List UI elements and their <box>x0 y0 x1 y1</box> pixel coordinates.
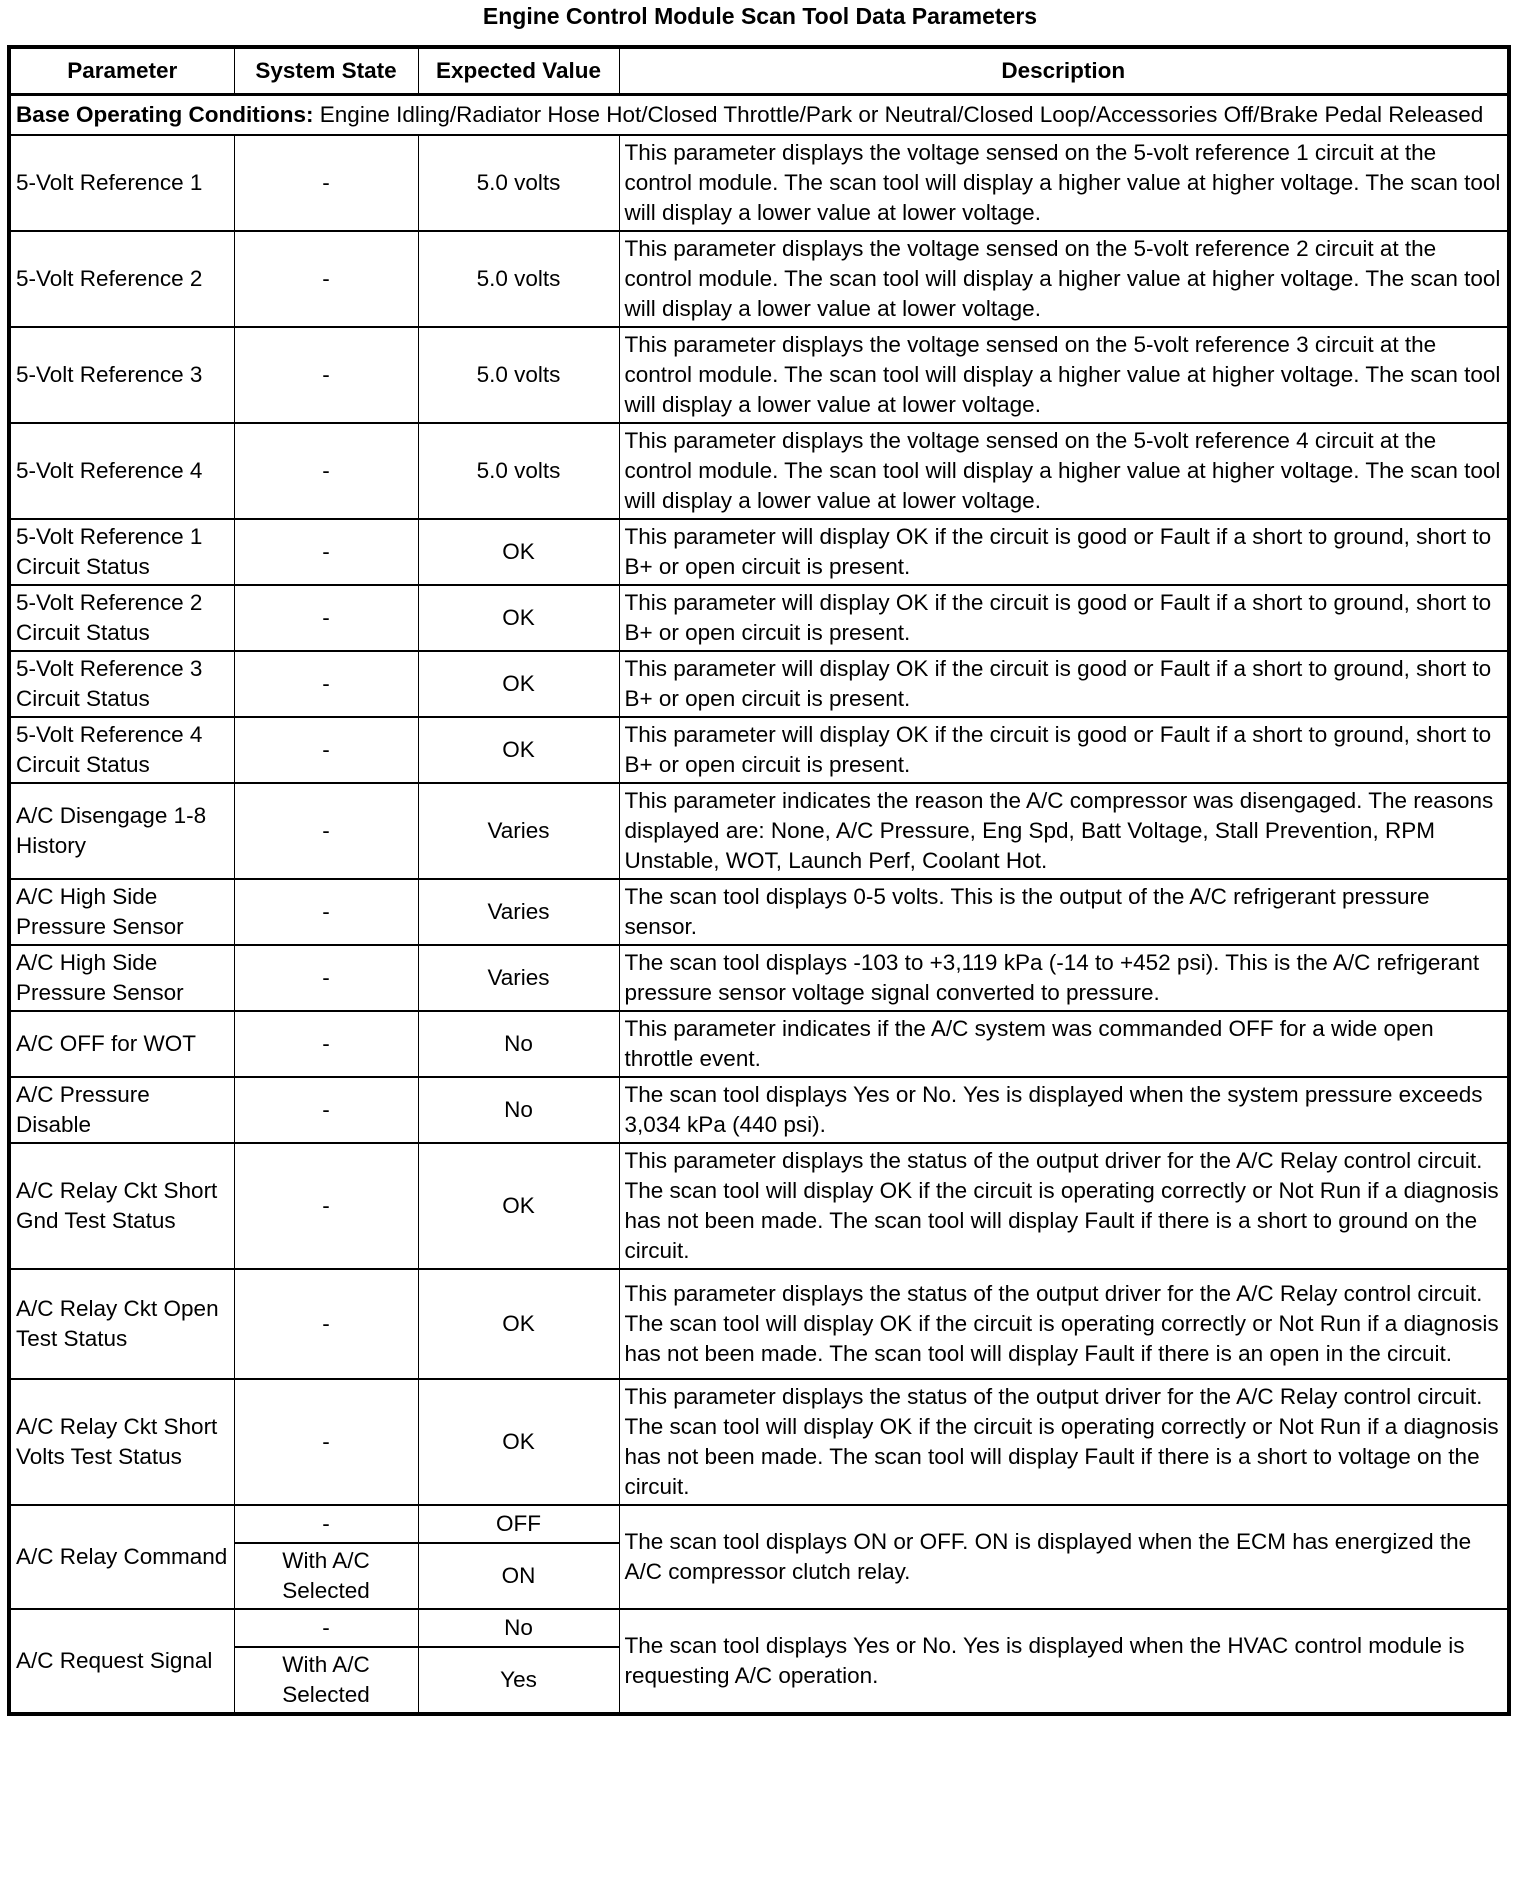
parameter-cell: A/C Disengage 1-8 History <box>9 783 234 879</box>
description-cell: The scan tool displays Yes or No. Yes is displayed when the HVAC control module is requesting A/C operation. <box>619 1609 1509 1714</box>
parameter-cell: 5-Volt Reference 3 <box>9 327 234 423</box>
table-row <box>9 1011 1509 1077</box>
parameter-cell: A/C Relay Ckt Short Gnd Test Status <box>9 1143 234 1269</box>
description-cell: This parameter will display OK if the circuit is good or Fault if a short to ground, short to B+ or open circuit is present. <box>619 519 1509 585</box>
system-state-cell: - <box>234 1143 418 1269</box>
table-row <box>9 585 1509 651</box>
expected-value-cell: Varies <box>418 879 619 945</box>
parameter-cell: 5-Volt Reference 1 Circuit Status <box>9 519 234 585</box>
expected-value-cell: ON <box>418 1543 619 1609</box>
table-row <box>9 327 1509 423</box>
expected-value-cell: OK <box>418 1379 619 1505</box>
expected-value-cell: No <box>418 1011 619 1077</box>
description-cell: The scan tool displays Yes or No. Yes is displayed when the system pressure exceeds 3,034 kPa (440 psi). <box>619 1077 1509 1143</box>
description-cell: The scan tool displays ON or OFF. ON is displayed when the ECM has energized the A/C compressor clutch relay. <box>619 1505 1509 1609</box>
table-row <box>9 423 1509 519</box>
parameter-cell: 5-Volt Reference 2 <box>9 231 234 327</box>
expected-value-cell: OK <box>418 1143 619 1269</box>
table-row <box>9 1609 1509 1647</box>
parameter-cell: 5-Volt Reference 3 Circuit Status <box>9 651 234 717</box>
system-state-cell: - <box>234 1505 418 1543</box>
description-cell: This parameter displays the voltage sensed on the 5-volt reference 3 circuit at the control module. The scan tool will display a higher value at higher voltage. The scan tool will display a lower value at lower voltage. <box>619 327 1509 423</box>
expected-value-cell: OK <box>418 651 619 717</box>
parameter-cell: 5-Volt Reference 1 <box>9 135 234 231</box>
system-state-cell: - <box>234 717 418 783</box>
page-title: Engine Control Module Scan Tool Data Parameters <box>482 3 1038 29</box>
table-row <box>9 717 1509 783</box>
expected-value-cell: Yes <box>418 1647 619 1714</box>
table-row <box>9 519 1509 585</box>
parameter-cell: A/C OFF for WOT <box>9 1011 234 1077</box>
table-row <box>9 1269 1509 1379</box>
system-state-cell: - <box>234 879 418 945</box>
expected-value-cell: No <box>418 1077 619 1143</box>
expected-value-cell: OK <box>418 519 619 585</box>
expected-value-cell: Varies <box>418 945 619 1011</box>
description-cell: This parameter displays the voltage sensed on the 5-volt reference 4 circuit at the control module. The scan tool will display a higher value at higher voltage. The scan tool will display a lower value at lower voltage. <box>619 423 1509 519</box>
system-state-cell: - <box>234 651 418 717</box>
base-conditions-text: Engine Idling/Radiator Hose Hot/Closed Throttle/Park or Neutral/Closed Loop/Accessories Off/Brake Pedal Released <box>313 102 1484 127</box>
expected-value-cell: OK <box>418 585 619 651</box>
expected-value-cell: OFF <box>418 1505 619 1543</box>
system-state-cell: - <box>234 231 418 327</box>
description-cell: This parameter displays the status of the output driver for the A/C Relay control circuit. The scan tool will display OK if the circuit is operating correctly or Not Run if a diagnosis has not been made. The scan tool will display Fault if there is a short to ground on the circuit. <box>619 1143 1509 1269</box>
description-cell: This parameter indicates if the A/C system was commanded OFF for a wide open throttle event. <box>619 1011 1509 1077</box>
system-state-cell: - <box>234 1077 418 1143</box>
parameter-cell: A/C Relay Ckt Open Test Status <box>9 1269 234 1379</box>
table-row <box>9 945 1509 1011</box>
table-row <box>9 783 1509 879</box>
description-cell: This parameter will display OK if the circuit is good or Fault if a short to ground, short to B+ or open circuit is present. <box>619 585 1509 651</box>
system-state-cell: - <box>234 1269 418 1379</box>
system-state-cell: - <box>234 135 418 231</box>
system-state-cell: With A/C Selected <box>234 1647 418 1714</box>
description-cell: The scan tool displays 0-5 volts. This is the output of the A/C refrigerant pressure sensor. <box>619 879 1509 945</box>
parameter-cell: 5-Volt Reference 4 <box>9 423 234 519</box>
table-row <box>9 135 1509 231</box>
table-header-row <box>9 47 1509 95</box>
system-state-cell: - <box>234 519 418 585</box>
header-description: Description <box>619 47 1509 95</box>
table-row <box>9 231 1509 327</box>
table-row <box>9 879 1509 945</box>
table-row <box>9 1505 1509 1543</box>
header-expected-value: Expected Value <box>418 47 619 95</box>
system-state-cell: - <box>234 945 418 1011</box>
parameter-cell: A/C Relay Ckt Short Volts Test Status <box>9 1379 234 1505</box>
system-state-cell: - <box>234 1609 418 1647</box>
description-cell: The scan tool displays -103 to +3,119 kPa (-14 to +452 psi). This is the A/C refrigerant pressure sensor voltage signal converted to pressure. <box>619 945 1509 1011</box>
expected-value-cell: 5.0 volts <box>418 135 619 231</box>
header-parameter: Parameter <box>9 47 234 95</box>
system-state-cell: - <box>234 585 418 651</box>
description-cell: This parameter indicates the reason the A/C compressor was disengaged. The reasons displayed are: None, A/C Pressure, Eng Spd, Batt Voltage, Stall Prevention, RPM Unstable, WOT, Launch Perf, Coolant Hot. <box>619 783 1509 879</box>
table-row <box>9 1379 1509 1505</box>
description-cell: This parameter displays the status of the output driver for the A/C Relay control circuit. The scan tool will display OK if the circuit is operating correctly or Not Run if a diagnosis has not been made. The scan tool will display Fault if there is an open in the circuit. <box>619 1269 1509 1379</box>
base-conditions-label: Base Operating Conditions: <box>16 102 314 127</box>
system-state-cell: With A/C Selected <box>234 1543 418 1609</box>
table-row <box>9 1143 1509 1269</box>
expected-value-cell: No <box>418 1609 619 1647</box>
parameter-cell: A/C Pressure Disable <box>9 1077 234 1143</box>
system-state-cell: - <box>234 423 418 519</box>
parameter-cell: A/C Relay Command <box>9 1505 234 1609</box>
system-state-cell: - <box>234 327 418 423</box>
parameter-cell: A/C High Side Pressure Sensor <box>9 879 234 945</box>
parameter-cell: 5-Volt Reference 4 Circuit Status <box>9 717 234 783</box>
table-row <box>9 1077 1509 1143</box>
expected-value-cell: 5.0 volts <box>418 423 619 519</box>
parameter-cell: A/C High Side Pressure Sensor <box>9 945 234 1011</box>
system-state-cell: - <box>234 1011 418 1077</box>
expected-value-cell: 5.0 volts <box>418 231 619 327</box>
base-conditions-row <box>9 95 1509 136</box>
parameter-cell: 5-Volt Reference 2 Circuit Status <box>9 585 234 651</box>
expected-value-cell: OK <box>418 1269 619 1379</box>
table-row <box>9 651 1509 717</box>
description-cell: This parameter displays the voltage sensed on the 5-volt reference 1 circuit at the control module. The scan tool will display a higher value at higher voltage. The scan tool will display a lower value at lower voltage. <box>619 135 1509 231</box>
description-cell: This parameter will display OK if the circuit is good or Fault if a short to ground, short to B+ or open circuit is present. <box>619 717 1509 783</box>
description-cell: This parameter displays the status of the output driver for the A/C Relay control circuit. The scan tool will display OK if the circuit is operating correctly or Not Run if a diagnosis has not been made. The scan tool will display Fault if there is a short to voltage on the circuit. <box>619 1379 1509 1505</box>
expected-value-cell: 5.0 volts <box>418 327 619 423</box>
header-system-state: System State <box>234 47 418 95</box>
expected-value-cell: OK <box>418 717 619 783</box>
description-cell: This parameter displays the voltage sensed on the 5-volt reference 2 circuit at the control module. The scan tool will display a higher value at higher voltage. The scan tool will display a lower value at lower voltage. <box>619 231 1509 327</box>
system-state-cell: - <box>234 783 418 879</box>
scan-tool-data-table <box>7 45 1511 1716</box>
parameter-cell: A/C Request Signal <box>9 1609 234 1714</box>
system-state-cell: - <box>234 1379 418 1505</box>
description-cell: This parameter will display OK if the circuit is good or Fault if a short to ground, short to B+ or open circuit is present. <box>619 651 1509 717</box>
expected-value-cell: Varies <box>418 783 619 879</box>
